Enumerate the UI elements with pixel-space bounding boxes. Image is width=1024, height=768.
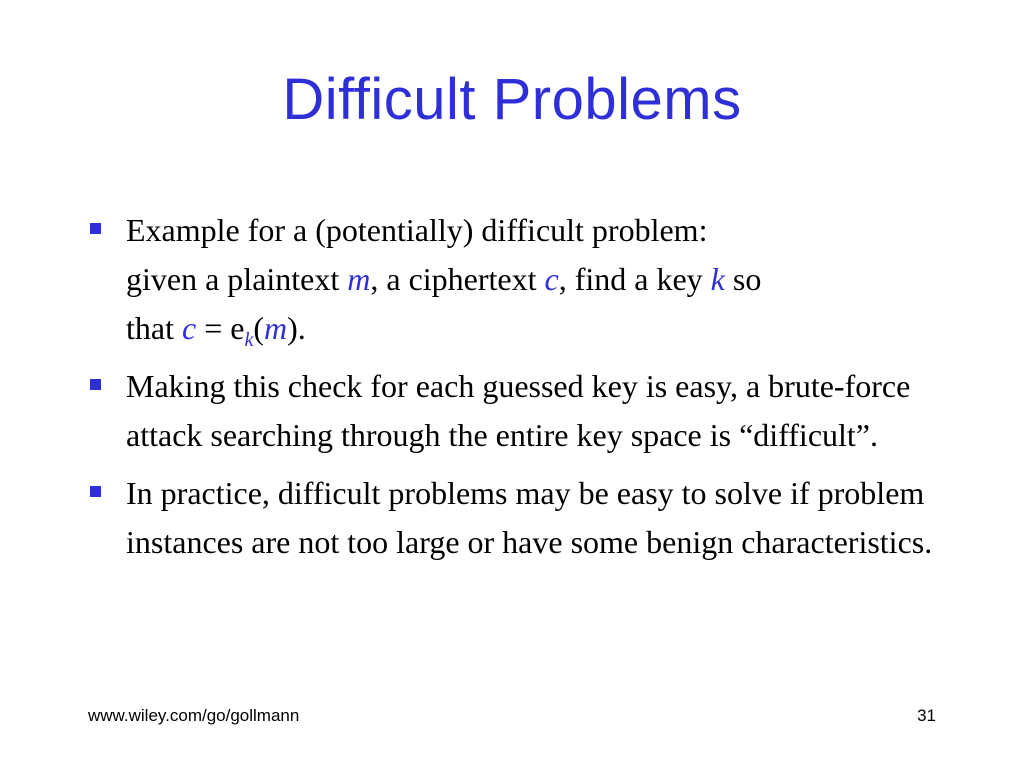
equation-c: c: [181, 310, 197, 346]
footer-url: www.wiley.com/go/gollmann: [88, 706, 300, 725]
equation-paren-close: ): [287, 310, 298, 346]
equation-equals: =: [196, 310, 231, 346]
bullet-list: [86, 206, 946, 576]
bullet-1-period: .: [297, 310, 306, 346]
bullet-item-3: [86, 469, 946, 567]
page-number: 31: [917, 706, 936, 725]
variable-c: c: [544, 261, 559, 297]
bullet-square-icon: [90, 379, 101, 390]
equation-paren-open: (: [253, 310, 264, 346]
bullet-1-text-cipher: , a ciphertext: [370, 261, 545, 297]
bullet-1-text-given: given a plaintext: [126, 261, 348, 297]
equation-m: m: [263, 310, 288, 346]
bullet-item-2: [86, 362, 946, 460]
slide-title: Difficult Problems: [282, 67, 742, 132]
variable-k: k: [710, 261, 725, 297]
bullet-item-1: [86, 206, 946, 353]
bullet-1-line-1: Example for a (potentially) difficult problem:: [126, 212, 708, 248]
equation-subscript-k: k: [244, 329, 254, 351]
bullet-1-text-so: so: [724, 261, 762, 297]
equation-e: e: [230, 310, 245, 346]
bullet-square-icon: [90, 223, 101, 234]
bullet-1-text-find: , find a key: [558, 261, 711, 297]
variable-m: m: [347, 261, 371, 297]
bullet-3-text: In practice, difficult problems may be easy to solve if problem instances are not too large or have some benign characteristics.: [126, 475, 933, 560]
bullet-square-icon: [90, 486, 101, 497]
bullet-2-text: Making this check for each guessed key is easy, a brute-force attack searching through the entire key space is “difficult”.: [126, 368, 911, 453]
bullet-1-text-that: that: [126, 310, 182, 346]
